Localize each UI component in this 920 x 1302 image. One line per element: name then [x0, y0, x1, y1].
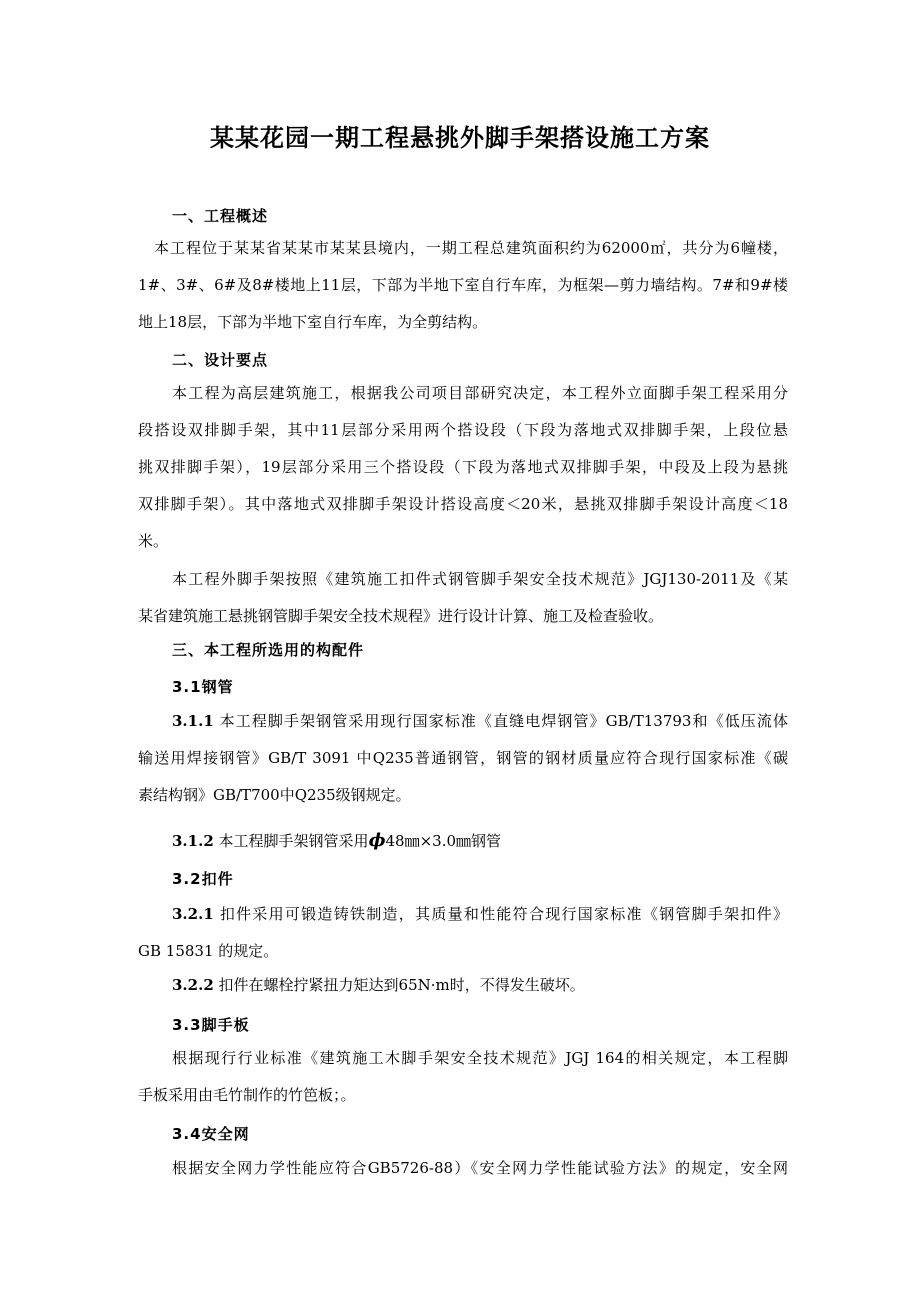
section-3-4-paragraph — [138, 1150, 788, 1187]
item-number: 3.2.2 — [172, 976, 214, 994]
item-3-1-1 — [138, 703, 788, 814]
paragraph-line: 素结构钢》GB/T700中Q235级钢规定。 — [138, 786, 411, 804]
paragraph-line: GB 15831 的规定。 — [138, 942, 279, 960]
paragraph-line: 手板采用由毛竹制作的竹笆板；。 — [138, 1086, 356, 1104]
paragraph-line — [138, 703, 788, 740]
item-number: 3.1.1 — [172, 712, 214, 730]
item-text: 扣件在螺栓拧紧扭力矩达到65N·m时，不得发生破坏。 — [218, 976, 585, 994]
section-2-heading: 二、设计要点 — [172, 351, 269, 369]
paragraph-line: 某省建筑施工悬挑钢管脚手架安全技术规程》进行设计计算、施工及检查验收。 — [138, 607, 664, 625]
paragraph-line: 双排脚手架）。其中落地式双排脚手架设计搭设高度＜20米，悬挑双排脚手架设计高度＜18 — [138, 495, 788, 513]
section-1-heading: 一、工程概述 — [172, 207, 269, 225]
diameter-symbol: ϕ — [368, 830, 386, 851]
section-2-paragraph-1 — [138, 375, 788, 560]
section-3-3-paragraph — [138, 1040, 788, 1114]
paragraph-line: 挑双排脚手架），19层部分采用三个搭设段（下段为落地式双排脚手架，中段及上段为悬挑 — [138, 458, 788, 476]
section-3-heading: 三、本工程所选用的构配件 — [172, 641, 365, 659]
item-number: 3.1.2 — [172, 832, 214, 850]
section-1-paragraph — [138, 230, 788, 341]
paragraph-line: 本工程为高层建筑施工，根据我公司项目部研究决定，本工程外立面脚手架工程采用分 — [172, 384, 788, 402]
section-2-paragraph-2 — [138, 561, 788, 635]
paragraph-line: 输送用焊接钢管》GB/T 3091 中Q235普通钢管，钢管的钢材质量应符合现行国家标准《碳 — [138, 749, 788, 767]
subsection-3-2-heading: 3.2扣件 — [172, 870, 234, 888]
paragraph-line: 本工程位于某某省某某市某某县境内，一期工程总建筑面积约为62000㎡，共分为6幢楼， — [154, 239, 788, 257]
item-text: 扣件采用可锻造铸铁制造，其质量和性能符合现行国家标准《钢管脚手架扣件》 — [219, 905, 788, 923]
item-3-2-2 — [138, 967, 788, 1004]
paragraph-line: 根据现行行业标准《建筑施工木脚手架安全技术规范》JGJ 164的相关规定，本工程脚 — [172, 1049, 788, 1067]
paragraph-line: 地上18层，下部为半地下室自行车库，为全剪结构。 — [138, 313, 488, 331]
item-3-1-2 — [138, 822, 788, 860]
paragraph-line: 米。 — [138, 532, 169, 550]
subsection-3-1-heading: 3.1钢管 — [172, 678, 234, 696]
paragraph-line — [138, 822, 788, 860]
paragraph-line — [138, 896, 788, 933]
paragraph-line: 根据安全网力学性能应符合GB5726-88）《安全网力学性能试验方法》的规定，安全网 — [172, 1159, 788, 1177]
item-text: 本工程脚手架钢管采用现行国家标准《直缝电焊钢管》GB/T13793和《低压流体 — [219, 712, 788, 730]
paragraph-line — [138, 967, 788, 1004]
item-3-2-1 — [138, 896, 788, 970]
item-text: 本工程脚手架钢管采用 — [218, 832, 369, 850]
paragraph-line: 段搭设双排脚手架，其中11层部分采用两个搭设段（下段为落地式双排脚手架，上段位悬 — [138, 421, 788, 439]
subsection-3-3-heading: 3.3脚手板 — [172, 1016, 250, 1034]
paragraph-line: 1#、3#、6#及8#楼地上11层，下部为半地下室自行车库，为框架—剪力墙结构。7#和9#楼 — [138, 276, 788, 294]
paragraph-line: 本工程外脚手架按照《建筑施工扣件式钢管脚手架安全技术规范》JGJ130-2011及《某 — [172, 570, 788, 588]
item-text: 48㎜×3.0㎜钢管 — [385, 832, 502, 850]
item-number: 3.2.1 — [172, 905, 214, 923]
subsection-3-4-heading: 3.4安全网 — [172, 1125, 250, 1143]
document-title: 某某花园一期工程悬挑外脚手架搭设施工方案 — [210, 124, 710, 152]
